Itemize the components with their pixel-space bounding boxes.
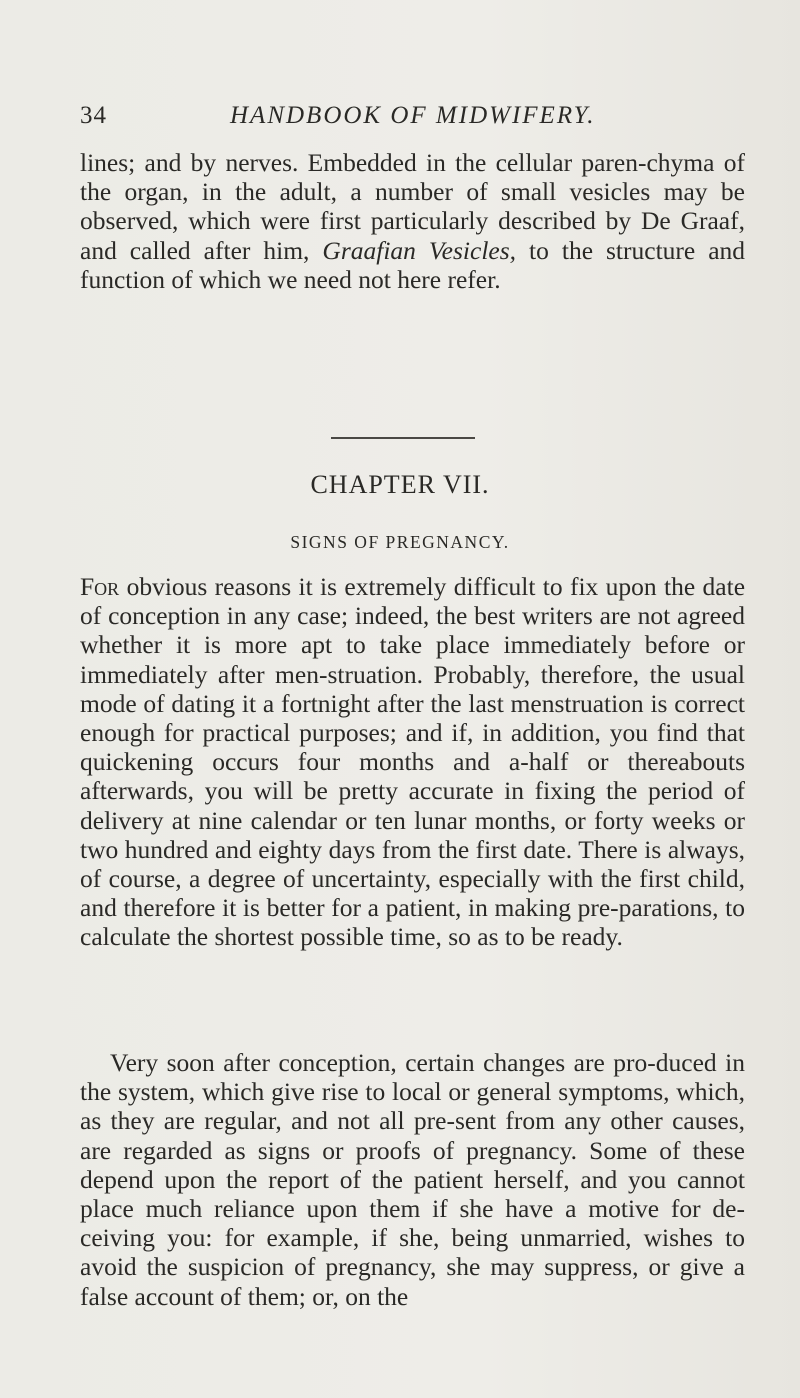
page-header	[80, 102, 740, 134]
paragraph-date-of-conception	[80, 572, 745, 952]
section-divider	[331, 437, 475, 439]
paragraph-graafian-vesicles	[80, 148, 745, 294]
paragraph-text: lines; and by nerves. Embedded in the cellular paren-chyma of the organ, in the adult, a number of small vesicles may be observed, which were first particularly described by De Graaf, and called after him,	[80, 148, 745, 265]
italic-term: Graafian Vesicles,	[322, 235, 517, 265]
paragraph-signs-of-pregnancy: Very soon after conception, certain changes are pro-duced in the system, which give rise to local or general symptoms, which, as they are regular, and not all pre-sent from any other causes, are regarded as signs or proofs of pregnancy. Some of these depend upon the report of the patient herself, and you cannot place much reliance upon them if she have a motive for de-ceiving you: for example, if she, being unmarried, wishes to avoid the suspicion of pregnancy, she may suppress, or give a false account of them; or, on the	[80, 1048, 745, 1311]
chapter-title: CHAPTER VII.	[310, 470, 490, 499]
paragraph-text-end: to the structure and function of which we need not here refer.	[80, 235, 746, 294]
paragraph-text: obvious reasons it is extremely difficult to fix upon the date of conception in any case; indeed, the best writers are not agreed whether it is more apt to take place immediately before or immediately after men-struation. Probably, therefore, the usual mode of dating it a fortnight after the last menstruation is correct enough for practical purposes; and if, in addition, you find that quickening occurs four months and a-half or thereabouts afterwards, you will be pretty accurate in fixing the period of delivery at nine calendar or ten lunar months, or forty weeks or two hundred and eighty days from the first date. There is always, of course, a degree of uncertainty, especially with the first child, and therefore it is better for a patient, in making pre-parations, to calculate the shortest possible time, so as to be ready.	[80, 572, 746, 952]
chapter-subtitle: SIGNS OF PREGNANCY.	[290, 532, 510, 552]
page-number: 34	[80, 102, 107, 129]
running-title: HANDBOOK OF MIDWIFERY.	[230, 102, 596, 129]
paragraph-lead-word: For	[80, 572, 120, 601]
